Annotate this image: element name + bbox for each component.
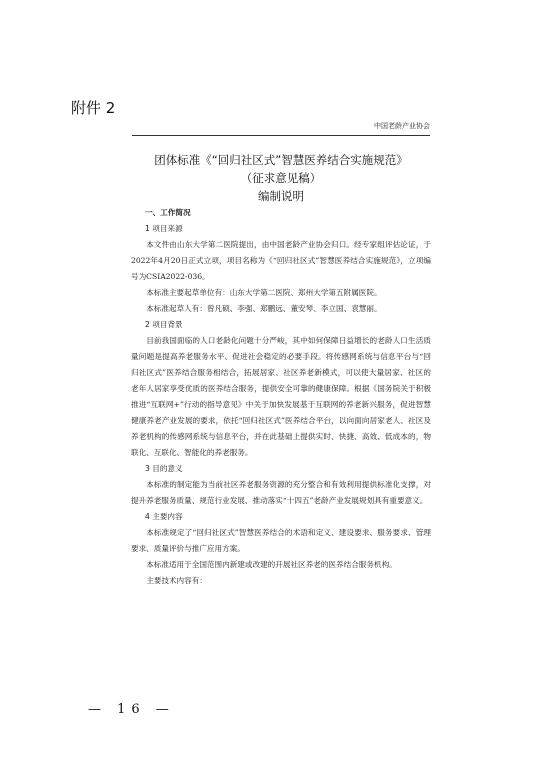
title-line-1: 团体标准《“回归社区式”智慧医养结合实施规范》 [154, 153, 408, 167]
document-title [132, 151, 430, 205]
paragraph: 本标准适用于全国范围内新建或改建的开展社区养老的医养结合服务机构。 [146, 560, 397, 569]
document-body [131, 205, 431, 589]
title-line-2: （征求意见稿） [240, 171, 322, 185]
paragraph: 本标准规定了“回归社区式”智慧医养结合的术语和定义、建设要求、服务要求、管理要求、质量评价与推广应用方案。 [131, 528, 431, 553]
title-line-3: 编制说明 [258, 189, 304, 203]
header-rule [132, 135, 430, 136]
attachment-label: 附件 2 [71, 99, 116, 117]
subsection-heading: 1 项目来源 [145, 224, 183, 233]
org-name: 中国老龄产业协会 [374, 122, 430, 130]
paragraph: 本标准起草人有：曾凡硕、李强、郑鹏远、董安琴、李立国、袁慧丽。 [146, 304, 382, 313]
paragraph: 本文件由山东大学第二医院提出，由中国老龄产业协会归口。经专家组评估论证，于2022年4月20日正式立项，项目名称为《“回归社区式”智慧医养结合实施规范》，立项编号为CSIA2022-036。 [131, 240, 431, 281]
subsection-heading: 3 目的意义 [145, 464, 183, 473]
paragraph: 目前我国面临的人口老龄化问题十分严峻，其中如何保障日益增长的老龄人口生活质量问题是提高养老服务水平、促进社会稳定的必要手段。将传感网系统与信息平台与“回归社区式”医养结合服务相结合，拓展居家、社区养老新模式，可以使大量居家、社区的老年人居家享受优质的医养结合服务，提供安全可靠的健康保障。根据《国务院关于积极推进“互联网+”行动的指导意见》中关于加快发展基于互联网的养老新兴服务，促进智慧健康养老产业发展的要求，依托“回归社区式”医养结合平台，以向面向居家老人、社区及养老机构的传感网系统与信息平台，并在此基础上提供实时、快捷、高效、低成本的，物联化、互联化、智能化的养老服务。 [131, 336, 431, 457]
section-heading: 一、工作简况 [145, 208, 191, 217]
page-number: — 16 — [88, 702, 175, 717]
paragraph: 本标准主要起草单位有：山东大学第二医院、郑州大学第五附属医院。 [146, 288, 382, 297]
subsection-heading: 4 主要内容 [145, 512, 183, 521]
subsection-heading: 2 项目背景 [145, 320, 183, 329]
paragraph: 主要技术内容有： [146, 576, 207, 585]
paragraph: 本标准的制定能为当前社区养老服务资源的充分整合和有效利用提供标准化支撑，对提升养老服务质量、规范行业发展、推动落实“十四五”老龄产业发展规划具有重要意义。 [131, 480, 431, 505]
